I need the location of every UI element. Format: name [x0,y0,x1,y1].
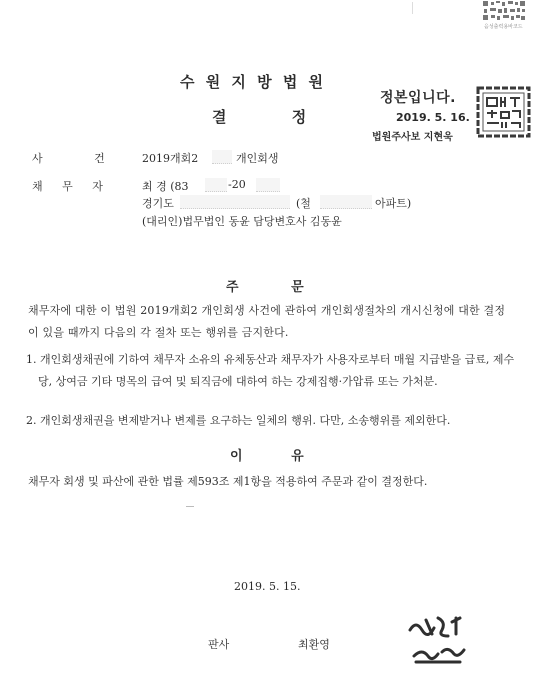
order-item-2: 2. 개인회생채권을 변제받거나 변제를 요구하는 일체의 행위. 다만, 소송행위를 제외한다. [26,414,451,427]
judge-signature [404,612,474,672]
debtor-representative: (대리인)법무법인 동윤 담당변호사 김동윤 [142,215,342,228]
qr-code-icon [482,0,526,22]
judge-name: 최환영 [298,638,330,651]
reason-heading: 이 유 [230,449,304,464]
court-title: 수 원 지 방 법 원 [180,73,327,91]
court-seal [476,86,531,138]
order-paragraph: 채무자에 대한 이 법원 2019개회2 개인회생 사건에 관하여 개인회생절차의 개시신청에 대한 결정이 있을 때까지 다음의 각 절차 또는 행위를 금지한다. [28,304,506,339]
case-number: 2019개회2 [142,152,199,165]
redacted-address-2 [320,195,372,209]
case-name: 개인회생 [236,152,279,165]
signature-icon [404,612,474,672]
redacted-case-number [212,150,232,164]
case-label: 사 건 [32,152,105,165]
qr-caption: 음성출력용바코드 [484,24,523,30]
decision-date: 2019. 5. 15. [234,580,301,593]
certified-date: 2019. 5. 16. [396,111,470,124]
seal-stamp-icon [476,86,531,138]
order-heading: 주 문 [226,280,304,295]
debtor-name: 최 경 (83 [142,180,189,193]
scan-mark [412,2,423,14]
debtor-rrn: -20 [228,178,246,191]
judge-label: 판사 [208,638,230,651]
scan-smudge [186,506,194,507]
redacted-rrn-front [205,178,227,192]
debtor-address-mid: (철 [296,197,311,210]
redacted-address-1 [180,195,290,209]
certified-copy-label: 정본입니다. [380,90,456,106]
reason-text: 채무자 회생 및 파산에 관한 법률 제593조 제1항을 적용하여 주문과 같이 결정한다. [28,475,428,488]
debtor-address-end: 아파트) [375,197,412,210]
document-type: 결 정 [212,108,307,126]
debtor-label: 채 무 자 [32,180,103,193]
debtor-address-start: 경기도 [142,197,174,210]
certified-officer: 법원주사보 지현욱 [372,132,453,143]
redacted-rrn-back [256,178,280,192]
order-item-1: 1. 개인회생채권에 기하여 채무자 소유의 유체동산과 채무자가 사용자로부터 매월 지급받을 급료, 제수당, 상여금 기타 명목의 급여 및 퇴직금에 대하여 하는 강제집행·가압류 또는 가처분. [26,353,515,388]
qr-code [482,0,526,22]
